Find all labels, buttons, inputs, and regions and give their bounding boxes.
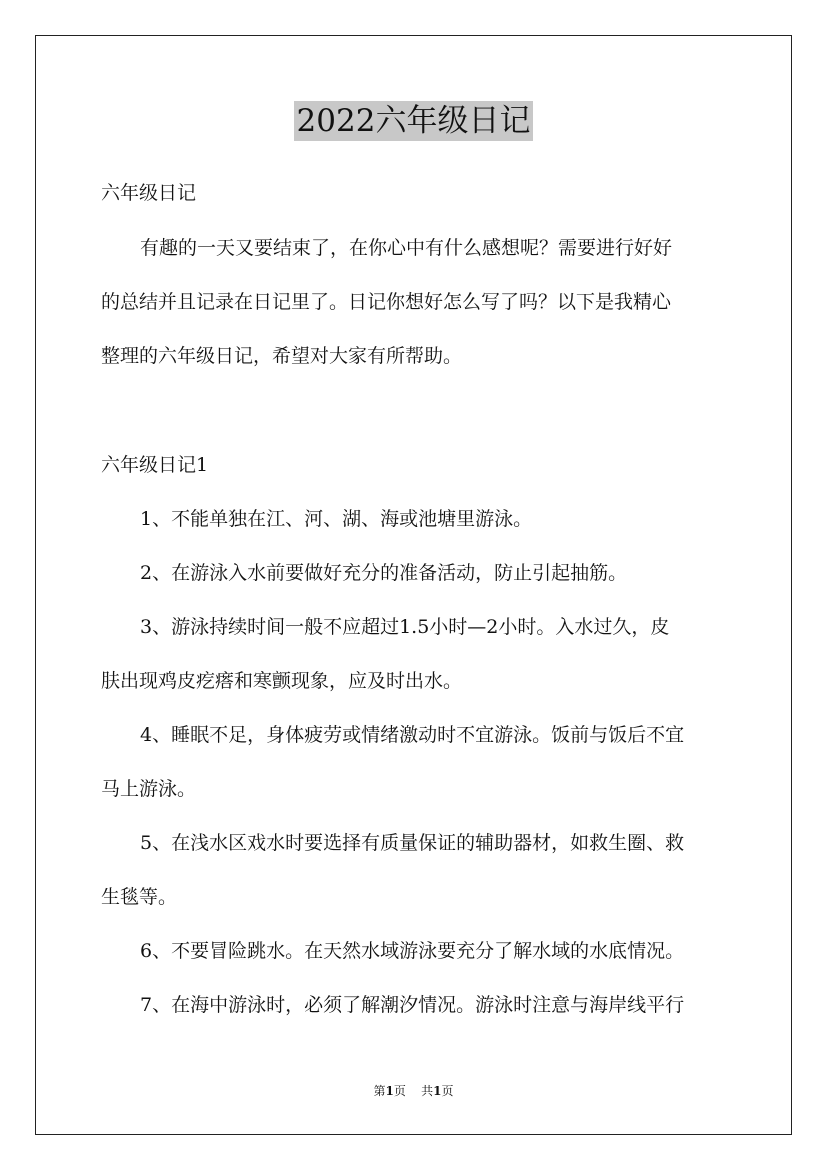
list-item-5-cont: 生毯等。 [101,886,178,908]
list-item-3-cont: 肤出现鸡皮疙瘩和寒颤现象，应及时出水。 [101,670,463,692]
list-item-2: 2、在游泳入水前要做好充分的准备活动，防止引起抽筋。 [140,562,628,584]
section-heading: 六年级日记 [101,182,197,204]
page-footer [0,1083,827,1099]
intro-line-2: 的总结并且记录在日记里了。日记你想好怎么写了吗？以下是我精心 [101,291,672,313]
list-item-6: 6、不要冒险跳水。在天然水域游泳要充分了解水域的水底情况。 [140,940,685,962]
title-block [0,101,827,141]
list-item-4-cont: 马上游泳。 [101,778,197,800]
subsection-heading: 六年级日记1 [101,454,209,476]
list-item-3: 3、游泳持续时间一般不应超过1.5小时—2小时。入水过久，皮 [140,616,670,638]
page-number: 第1页 [373,1084,406,1098]
list-item-4: 4、睡眠不足，身体疲劳或情绪激动时不宜游泳。饭前与饭后不宜 [140,724,685,746]
document-title: 2022六年级日记 [294,101,534,141]
page-total: 共1页 [421,1084,454,1098]
intro-line-1: 有趣的一天又要结束了，在你心中有什么感想呢？需要进行好好 [140,237,673,259]
list-item-1: 1、不能单独在江、河、湖、海或池塘里游泳。 [140,508,533,530]
intro-line-3: 整理的六年级日记，希望对大家有所帮助。 [101,345,463,367]
list-item-5: 5、在浅水区戏水时要选择有质量保证的辅助器材，如救生圈、救 [140,832,685,854]
list-item-7: 7、在海中游泳时，必须了解潮汐情况。游泳时注意与海岸线平行 [140,994,685,1016]
